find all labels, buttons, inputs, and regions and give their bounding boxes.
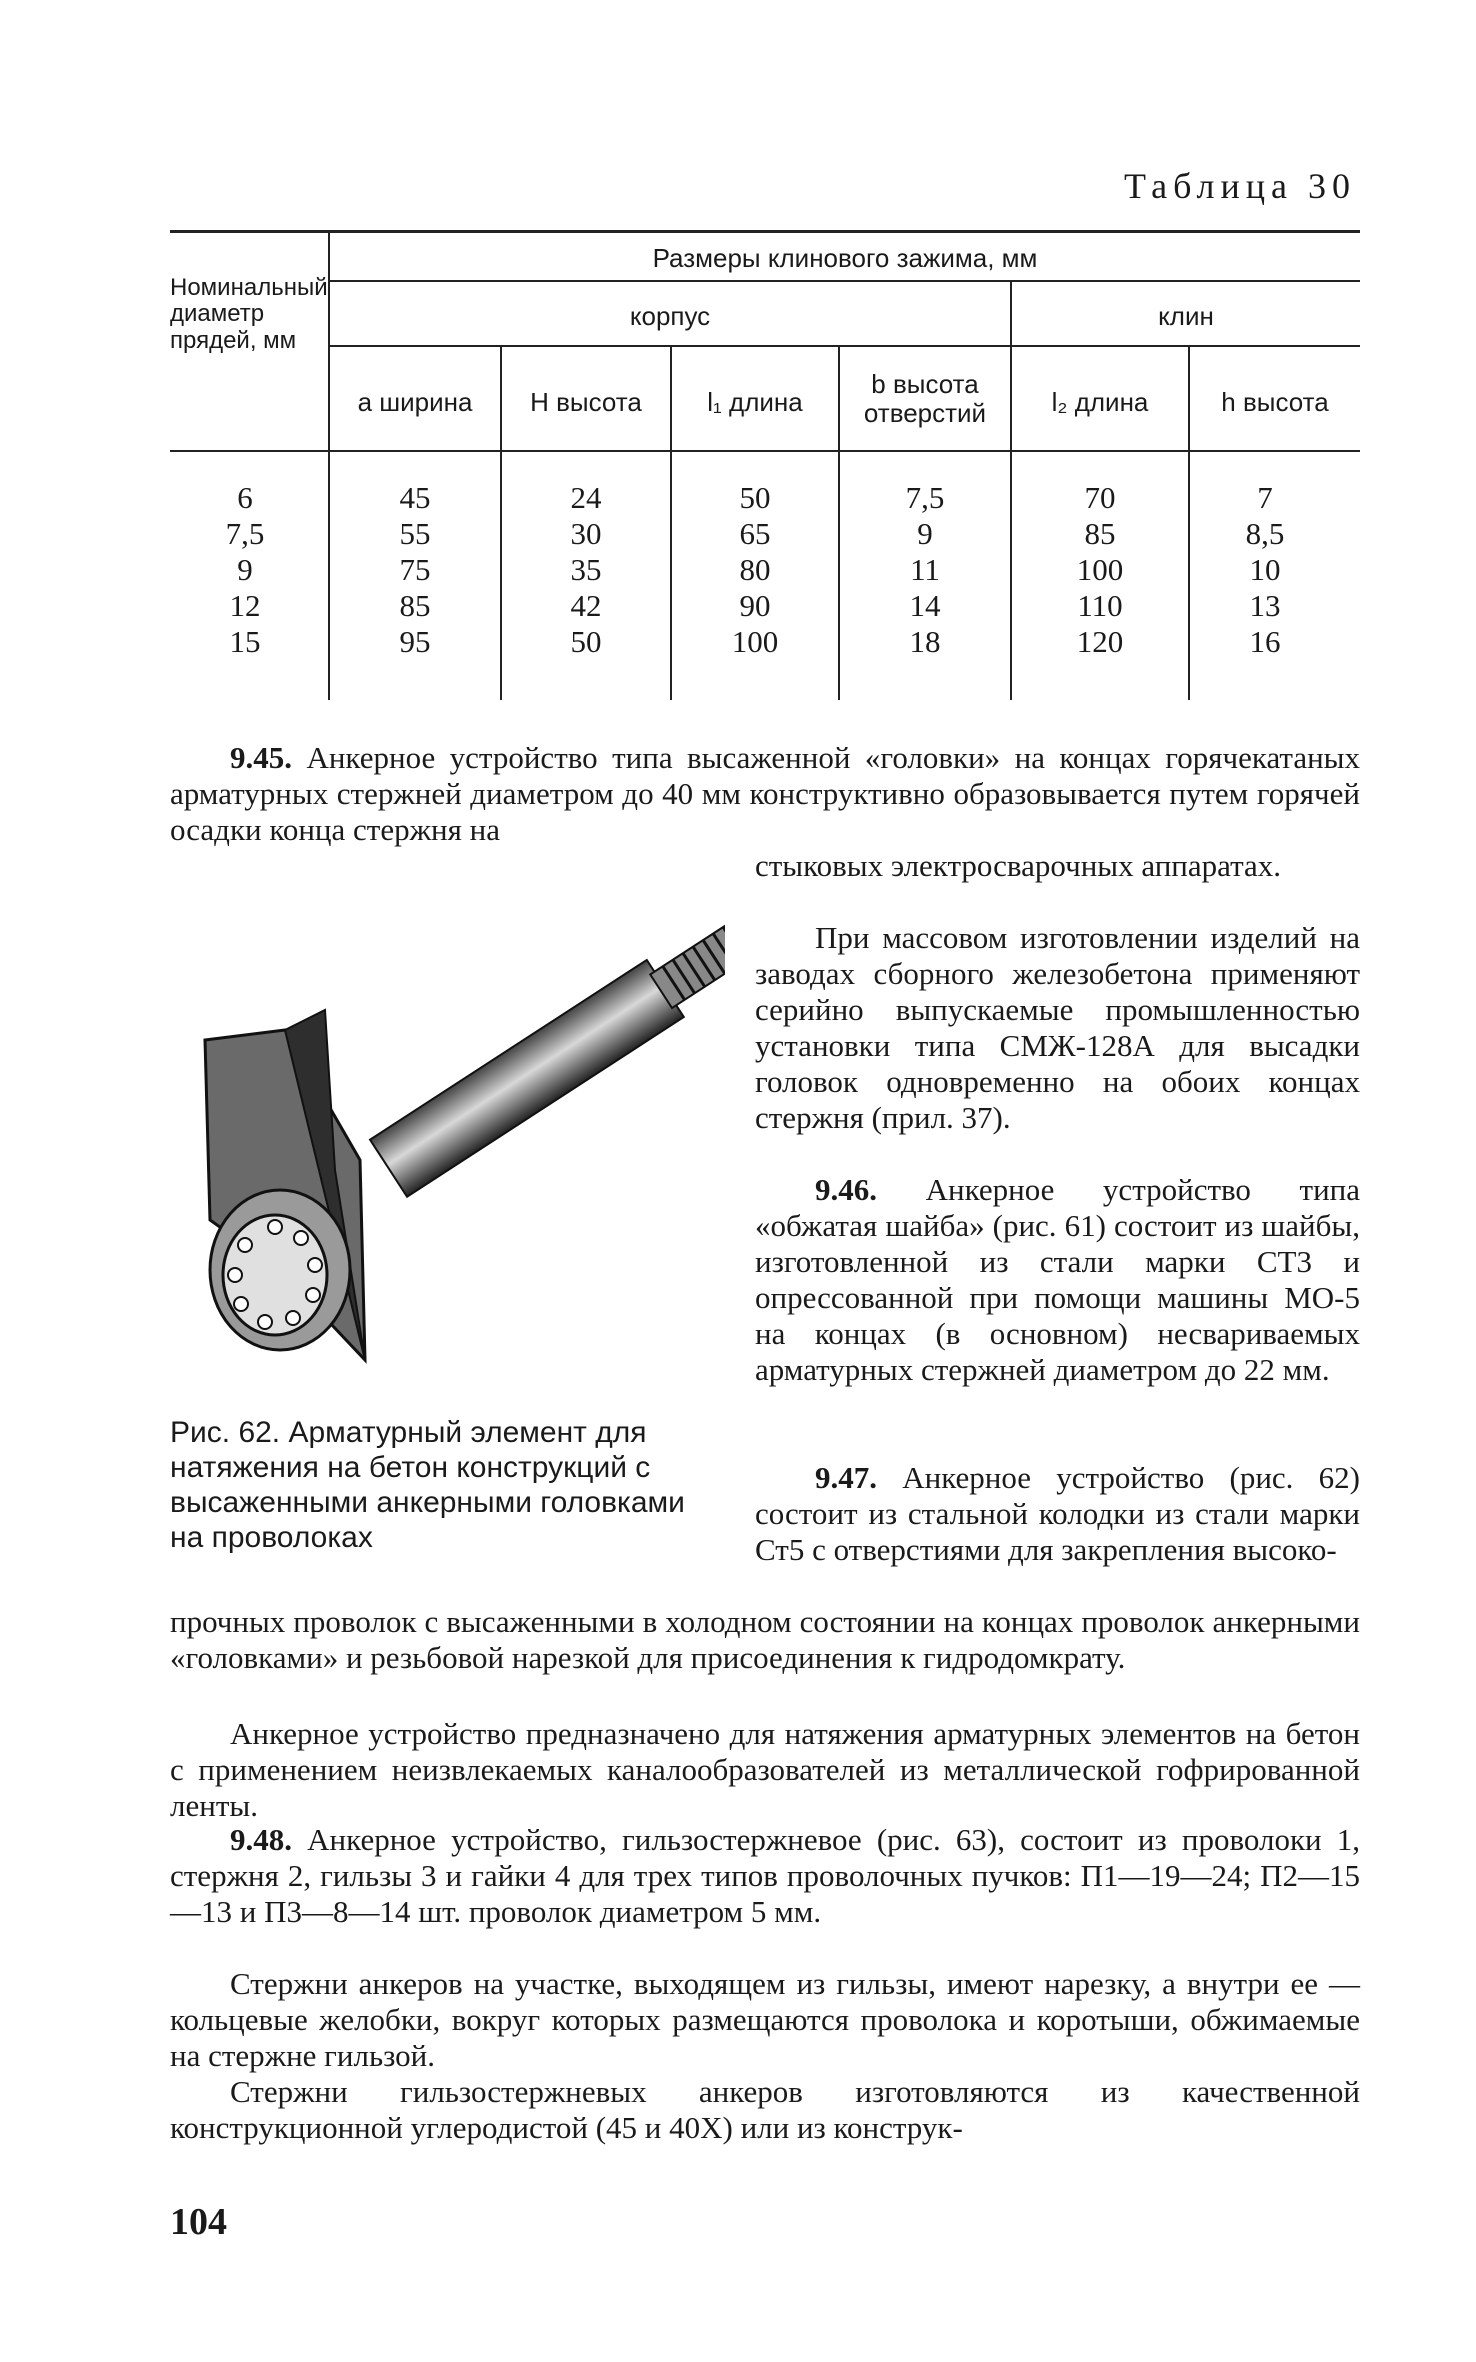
paragraph-9-45-tail: стыковых электросварочных аппаратах. <box>755 848 1282 883</box>
col-a <box>330 480 500 660</box>
table-cell: 10 <box>1249 552 1281 587</box>
col-header: l₁ длина <box>707 387 803 417</box>
paragraph-text: Анкерное устройство (рис. 62) состоит из стальной колодки из стали марки Ст5 с отверстиями для закрепления высоко- <box>755 1460 1360 1567</box>
table-cell: 65 <box>739 516 771 551</box>
table-cell: 7 <box>1257 480 1273 515</box>
section-number: 9.47. <box>815 1460 877 1495</box>
table-cell: 7,5 <box>905 480 945 515</box>
table-cell: 6 <box>237 480 253 515</box>
group-header: Размеры клинового зажима, мм <box>652 243 1038 273</box>
table-cell: 85 <box>1084 516 1116 551</box>
paragraph-9-46 <box>755 1172 1360 1388</box>
col-h <box>1190 480 1340 660</box>
col-header: b высота отверстий <box>863 369 987 428</box>
col-l1 <box>672 480 838 660</box>
table-cell: 9 <box>917 516 933 551</box>
table-cell: 14 <box>909 588 941 623</box>
paragraph-mass-production: При массовом изготовлении изделий на заводах сборного железобетона применяют серийно выпускаемые промышленностью установки типа СМЖ-128А для высадки головок одновременно на обоих концах стержня (прил. 37). <box>755 920 1360 1135</box>
paragraph-text: Анкерное устройство типа высаженной «головки» на концах горячекатаных арматурных стержней диаметром до 40 мм конструктивно образовывается путем горячей осадки конца стержня на <box>170 740 1361 847</box>
col-header: H высота <box>530 387 642 417</box>
table-cell: 42 <box>570 588 602 623</box>
section-number: 9.48. <box>230 1822 292 1857</box>
subgroup-body: корпус <box>629 301 711 331</box>
paragraph-rods: Стержни анкеров на участке, выходящем из гильзы, имеют нарезку, а внутри ее — кольцевые желобки, вокруг которых размещаются проволока и коротыши, обжимаемые на стержне гильзой. <box>170 1966 1360 2073</box>
table-cell: 50 <box>739 480 771 515</box>
paragraph-9-47-continued: прочных проволок с высаженными в холодном состоянии на концах проволок анкерными «головками» и резьбовой нарезкой для присоединения к гидродомкрату. <box>170 1604 1360 1675</box>
table-cell: 15 <box>229 624 261 659</box>
table-rule-head <box>170 450 1360 452</box>
col-header: l₂ длина <box>1051 387 1149 417</box>
table-cell: 50 <box>570 624 602 659</box>
table-cell: 30 <box>570 516 602 551</box>
table-cell: 100 <box>731 624 779 659</box>
table-cell: 18 <box>909 624 941 659</box>
paragraph-text: Анкерное устройство типа «обжатая шайба» (рис. 61) состоит из шайбы, изготовленной из стали марки СТ3 и опрессованной при помощи машины МО-5 на концах (в основном) несвариваемых арматурных стержней диаметром до 22 мм. <box>755 1172 1361 1387</box>
paragraph-9-48 <box>170 1822 1360 1930</box>
table-cell: 55 <box>399 516 431 551</box>
table-cell: 45 <box>399 480 431 515</box>
table-cell: 70 <box>1084 480 1116 515</box>
table-cell: 7,5 <box>225 516 265 551</box>
table-cell: 85 <box>399 588 431 623</box>
table-vline <box>838 345 840 700</box>
table-cell: 80 <box>739 552 771 587</box>
page-number: 104 <box>170 2201 227 2243</box>
table-rule-sub <box>330 345 1360 347</box>
anchor-rod-illustration <box>185 890 725 1410</box>
table-cell: 24 <box>570 480 602 515</box>
table-cell: 35 <box>570 552 602 587</box>
paragraph-text: Анкерное устройство, гильзостержневое (рис. 63), состоит из проволоки 1, стержня 2, гильзы 3 и гайки 4 для трех типов проволочных пучков: П1—19—24; П2—15—13 и П3—8—14 шт. проволок диаметром 5 мм. <box>170 1822 1361 1929</box>
table-cell: 95 <box>399 624 431 659</box>
col-H <box>502 480 670 660</box>
table-cell: 120 <box>1076 624 1124 659</box>
table-cell: 110 <box>1077 588 1123 623</box>
subgroup-wedge: клин <box>1158 301 1214 331</box>
table-cell: 16 <box>1249 624 1281 659</box>
table-cell: 90 <box>739 588 771 623</box>
col-b <box>842 480 1008 660</box>
section-number: 9.46. <box>815 1172 877 1207</box>
figure-caption: Рис. 62. Арматурный элемент для натяжения на бетон конструкций с высаженными анкерными головками на проволоках <box>170 1416 685 1554</box>
col-l2 <box>1012 480 1188 660</box>
row-header: Номинальный диаметр прядей, мм <box>170 274 328 354</box>
table-rule-top <box>170 230 1360 233</box>
anchor-rod-icon <box>185 890 725 1410</box>
section-number: 9.45. <box>230 740 292 775</box>
table-caption: Таблица 30 <box>1124 166 1356 206</box>
table-cell: 12 <box>229 588 261 623</box>
table-cell: 100 <box>1076 552 1124 587</box>
paragraph-last: Стержни гильзостержневых анкеров изготовляются из качественной конструкционной углеродистой (45 и 40Х) или из конструк- <box>170 2074 1360 2145</box>
table-cell: 8,5 <box>1245 516 1285 551</box>
table-rule-group <box>330 280 1360 282</box>
table-cell: 13 <box>1249 588 1281 623</box>
col-header: h высота <box>1221 387 1329 417</box>
col-header: a ширина <box>357 387 473 417</box>
paragraph-9-47-narrow <box>755 1460 1360 1568</box>
paragraph-9-45 <box>170 740 1360 848</box>
table-cell: 75 <box>399 552 431 587</box>
table-cell: 11 <box>910 552 940 587</box>
paragraph-purpose: Анкерное устройство предназначено для натяжения арматурных элементов на бетон с применением неизвлекаемых каналообразователей из металлической гофрированной ленты. <box>170 1716 1360 1823</box>
col-diam <box>170 480 320 660</box>
dimensions-table <box>170 230 1360 700</box>
table-cell: 9 <box>237 552 253 587</box>
